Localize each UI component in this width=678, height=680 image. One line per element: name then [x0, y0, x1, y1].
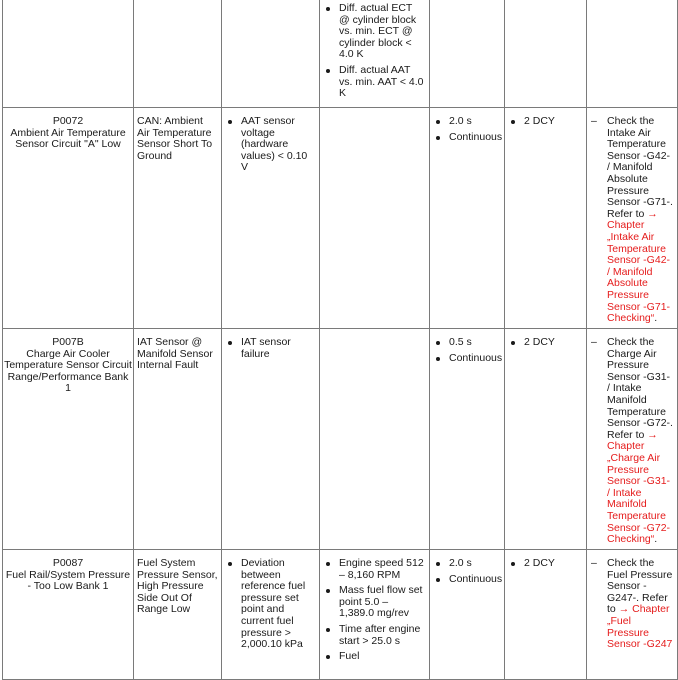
dash-marker: –: [591, 336, 597, 348]
mil-item: 2 DCY: [505, 116, 582, 128]
condition-item: Diff. actual ECT @ cylinder block vs. min. ECT @ cylinder block < 4.0 K: [320, 3, 425, 61]
time-item: Continuous: [430, 132, 500, 144]
threshold-item: Deviation between reference fuel pressure set point and current fuel pressure > 2,000.10 kPa: [222, 558, 315, 651]
dtc-code: P007B: [52, 336, 84, 348]
code-cell: [3, 550, 134, 680]
mil-item: 2 DCY: [505, 558, 582, 570]
chapter-link-label: Chapter „Charge Air Pressure Sensor -G31- / Intake Manifold Temperature Sensor -G72- Checking“: [607, 440, 671, 546]
repair-action: [587, 550, 677, 651]
chapter-link-label: Chapter „Intake Air Temperature Sensor -G42- / Manifold Absolute Pressure Sensor -G71- Checking“: [607, 219, 671, 325]
condition-item: Engine speed 512 – 8,160 RPM: [320, 558, 425, 581]
cause-cell: CAN: Ambient Air Temperature Sensor Short To Ground: [134, 108, 222, 329]
threshold-cell: [222, 550, 320, 680]
time-item: 2.0 s: [430, 116, 500, 128]
mil-cell: [505, 108, 587, 329]
action-text: Check the Intake Air Temperature Sensor -G42- / Manifold Absolute Pressure Sensor -G71-. Refer to: [607, 115, 673, 220]
time-item: 0.5 s: [430, 337, 500, 349]
table-row: [3, 0, 678, 108]
time-cell: [430, 108, 505, 329]
cause-cell: IAT Sensor @ Manifold Sensor Internal Fault: [134, 329, 222, 550]
action-text: Check the Charge Air Pressure Sensor -G31- / Intake Manifold Temperature Sensor -G72-. Refer to: [607, 336, 673, 441]
condition-item: Diff. actual AAT vs. min. AAT < 4.0 K: [320, 65, 425, 100]
chapter-link[interactable]: [607, 208, 670, 324]
dtc-code: P0072: [52, 115, 84, 127]
arrow-right-icon: →: [618, 603, 630, 616]
table-row: [3, 329, 678, 550]
threshold-cell: [222, 108, 320, 329]
mil-cell: [505, 0, 587, 108]
dash-marker: –: [591, 557, 597, 569]
mil-cell: [505, 329, 587, 550]
chapter-link-label: Chapter „Fuel Pressure Sensor -G247: [607, 603, 673, 651]
conditions-cell: [320, 108, 430, 329]
threshold-item: IAT sensor failure: [222, 337, 315, 360]
code-cell: [3, 0, 134, 108]
action-cell: [587, 329, 678, 550]
threshold-item: AAT sensor voltage (hardware values) < 0.10 V: [222, 116, 315, 174]
fault-code-table: [2, 0, 678, 680]
condition-item: Fuel: [320, 651, 425, 663]
code-cell: [3, 108, 134, 329]
cause-cell: Fuel System Pressure Sensor, High Pressure Side Out Of Range Low: [134, 550, 222, 680]
action-tail: .: [654, 312, 658, 325]
condition-item: Mass fuel flow set point 5.0 – 1,389.0 mg/rev: [320, 585, 425, 620]
threshold-cell: [222, 329, 320, 550]
action-cell: [587, 0, 678, 108]
time-cell: [430, 0, 505, 108]
time-item: Continuous: [430, 353, 500, 365]
dtc-description: Ambient Air Temperature Sensor Circuit "A" Low: [10, 126, 126, 151]
condition-item: Time after engine start > 25.0 s: [320, 624, 425, 647]
arrow-right-icon: →: [647, 428, 658, 441]
conditions-cell: [320, 329, 430, 550]
table-row: [3, 108, 678, 329]
time-cell: [430, 329, 505, 550]
conditions-cell: [320, 0, 430, 108]
action-tail: .: [654, 533, 658, 546]
repair-action: [587, 329, 677, 546]
dash-marker: –: [591, 115, 597, 127]
code-cell: [3, 329, 134, 550]
dtc-code: P0087: [52, 557, 84, 569]
dtc-description: Fuel Rail/System Pressure - Too Low Bank 1: [5, 568, 131, 593]
mil-item: 2 DCY: [505, 337, 582, 349]
table-row: [3, 550, 678, 680]
time-item: 2.0 s: [430, 558, 500, 570]
repair-action: [587, 108, 677, 325]
time-item: Continuous: [430, 574, 500, 586]
conditions-cell: [320, 550, 430, 680]
mil-cell: [505, 550, 587, 680]
cause-cell: [134, 0, 222, 108]
arrow-right-icon: →: [647, 207, 658, 220]
threshold-cell: [222, 0, 320, 108]
action-cell: [587, 108, 678, 329]
chapter-link[interactable]: [607, 429, 670, 545]
action-text: Check the Fuel Pressure Sensor -G247-. Refer to: [607, 557, 673, 616]
dtc-description: Charge Air Cooler Temperature Sensor Circuit Range/Performance Bank 1: [4, 347, 132, 395]
time-cell: [430, 550, 505, 680]
action-cell: [587, 550, 678, 680]
